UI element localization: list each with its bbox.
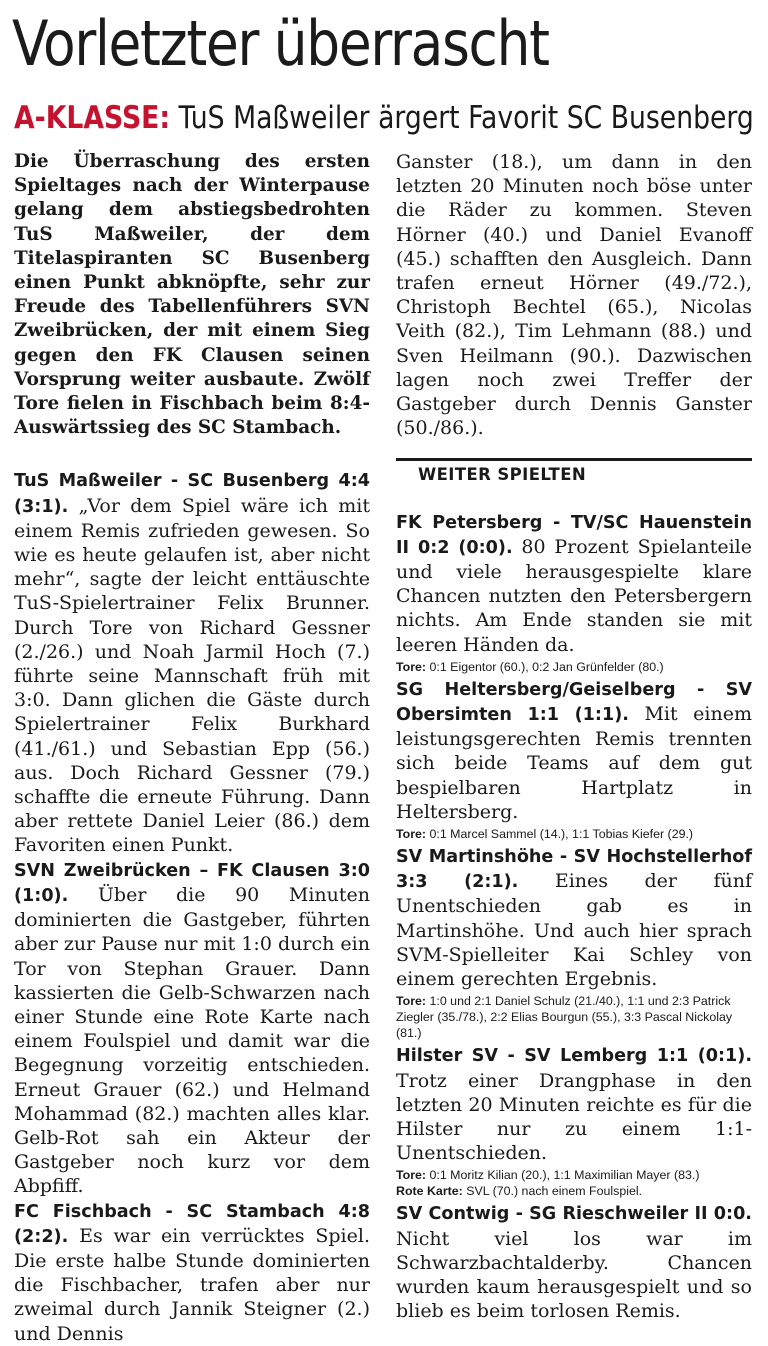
match-result: FK Petersberg - TV/SC Hauenstein II 0:2 (0:0). — [396, 512, 752, 558]
report-text: Trotz einer Drangphase in den letzten 20 Minuten reichte es für die Hilster nur zu einem 1:1-Unentschieden. — [396, 1069, 752, 1165]
continued-report: Ganster (18.), um dann in den letzten 20 Minuten noch böse unter die Räder zu kommen. Steven Hörner (40.) und Daniel Evanoff (45.) schafften den Ausgleich. Dann trafen erneut Hörner (49./72.), Christoph Bechtel (65.), Nicolas Veith (82.), Tim Lehmann (88.) und Sven Heilmann (90.). Dazwischen lagen noch zwei Treffer der Gastgeber durch Dennis Ganster (50./86.). — [396, 151, 752, 440]
goals-line — [396, 1167, 752, 1199]
subhead-text: TuS Maßweiler ärgert Favorit SC Busenberg — [178, 100, 754, 136]
match-result: TuS Maßweiler - SC Busenberg 4:4 (3:1). — [14, 471, 370, 517]
match-report — [396, 510, 752, 657]
report-text: Mit einem leistungsgerechten Remis trennten sich beide Teams auf dem gut bespielbaren Hartplatz in Heltersberg. — [396, 703, 752, 823]
match-report — [14, 858, 370, 1199]
match-report — [396, 677, 752, 824]
match-report — [396, 1201, 752, 1323]
match-result: SV Contwig - SG Rieschweiler II 0:0. — [396, 1204, 752, 1225]
section-header — [396, 458, 752, 487]
match-report — [396, 1043, 752, 1165]
match-result: SV Martinshöhe - SV Hochstellerhof 3:3 (2:1). — [396, 847, 752, 893]
left-column — [14, 150, 370, 1346]
match-report — [14, 1199, 370, 1346]
goals-label: Tore: — [396, 827, 427, 842]
right-column — [396, 150, 752, 1323]
goals-text: 0:1 Marcel Sammel (14.), 1:1 Tobias Kiefer (29.) — [429, 827, 694, 842]
report-text: „Vor dem Spiel wäre ich mit einem Remis zufrieden gewesen. So wie es heute gelaufen ist, aber nicht mehr“, sagte der leicht enttäuschte TuS-Spielertrainer Felix Brunner. Durch Tore von Richard Gessner (2./26.) und Noah Jarmil Hoch (7.) führte seine Mannschaft früh mit 3:0. Dann glichen die Gäste durch Spielertrainer Felix Burkhard (41./61.) und Sebastian Epp (56.) aus. Doch Richard Gessner (79.) schaffte die erneute Führung. Dann aber rettete Daniel Leier (86.) dem Favoriten einen Punkt. — [14, 494, 370, 857]
subhead-kicker: A-KLASSE: — [14, 100, 171, 136]
match-report — [396, 844, 752, 991]
goals-text: 0:1 Eigentor (60.), 0:2 Jan Grünfelder (80.) — [429, 659, 664, 674]
goals-text: 1:0 und 2:1 Daniel Schulz (21./40.), 1:1 und 2:3 Patrick Ziegler (35./78.), 2:2 Elias Bourgun (55.), 3:3 Pascal Nickolay (81.) — [396, 994, 733, 1041]
lead-paragraph: Die Überraschung des ersten Spieltages nach der Winterpause gelang dem abstiegsbedrohten TuS Maßweiler, der dem Titelaspiranten SC Busenberg einen Punkt abknöpfte, sehr zur Freude des Tabellenführers SVN Zweibrücken, der mit einem Sieg gegen den FK Clausen seinen Vorsprung weiter ausbaute. Zwölf Tore fielen in Fischbach beim 8:4-Auswärtssieg des SC Stambach. — [14, 151, 370, 439]
match-result: Hilster SV - SV Lemberg 1:1 (0:1). — [396, 1046, 752, 1067]
report-text: 80 Prozent Spielanteile und viele herausgespielte klare Chancen nutzten den Petersbergern nichts. Am Ende standen sie mit leeren Händen da. — [396, 535, 752, 656]
report-text: Nicht viel los war im Schwarzbachtalderby. Chancen wurden kaum herausgespielt und so blieb es beim torlosen Remis. — [396, 1227, 752, 1323]
report-text: Es war ein verrücktes Spiel. Die erste halbe Stunde dominierten die Fischbacher, trafen aber nur zweimal durch Jannik Steigner (2.) und Dennis — [14, 1224, 370, 1345]
match-result: SVN Zweibrücken – FK Clausen 3:0 (1:0). — [14, 860, 370, 906]
goals-label: Tore: — [396, 994, 427, 1009]
match-result: FC Fischbach - SC Stambach 4:8 (2:2). — [14, 1201, 370, 1247]
section-title: WEITER SPIELTEN — [418, 465, 587, 485]
headline: Vorletzter überrascht — [12, 7, 549, 80]
report-text: Über die 90 Minuten dominierten die Gastgeber, führten aber zur Pause nur mit 1:0 durch ein Tor von Stephan Grauer. Dann kassierten die Gelb-Schwarzen nach einer Stunde eine Rote Karte nach einem Foulspiel und damit war die Begegnung vorzeitig entschieden. Erneut Grauer (62.) und Helmand Mohammad (82.) machten alles klar. Gelb-Rot sah ein Akteur der Gastgeber noch kurz vor dem Abpfiff. — [14, 883, 370, 1198]
match-result: SG Heltersberg/Geiselberg - SV Obersimten 1:1 (1:1). — [396, 679, 752, 726]
goals-label: Tore: — [396, 659, 427, 674]
report-text: Eines der fünf Unentschieden gab es in Martinshöhe. Und auch hier sprach SVM-Spielleiter Kai Schley von einem gerechten Ergebnis. — [396, 870, 752, 991]
goals-line — [396, 826, 752, 842]
match-report — [14, 468, 370, 857]
goals-label: Tore: — [396, 1168, 427, 1183]
subheadline — [14, 96, 754, 140]
goals-line — [396, 993, 752, 1041]
goals-line — [396, 659, 752, 675]
red-card-label: Rote Karte: — [396, 1184, 463, 1199]
red-card-text: SVL (70.) nach einem Foulspiel. — [466, 1184, 643, 1199]
goals-text: 0:1 Moritz Kilian (20.), 1:1 Maximilian Mayer (83.) — [429, 1168, 700, 1183]
